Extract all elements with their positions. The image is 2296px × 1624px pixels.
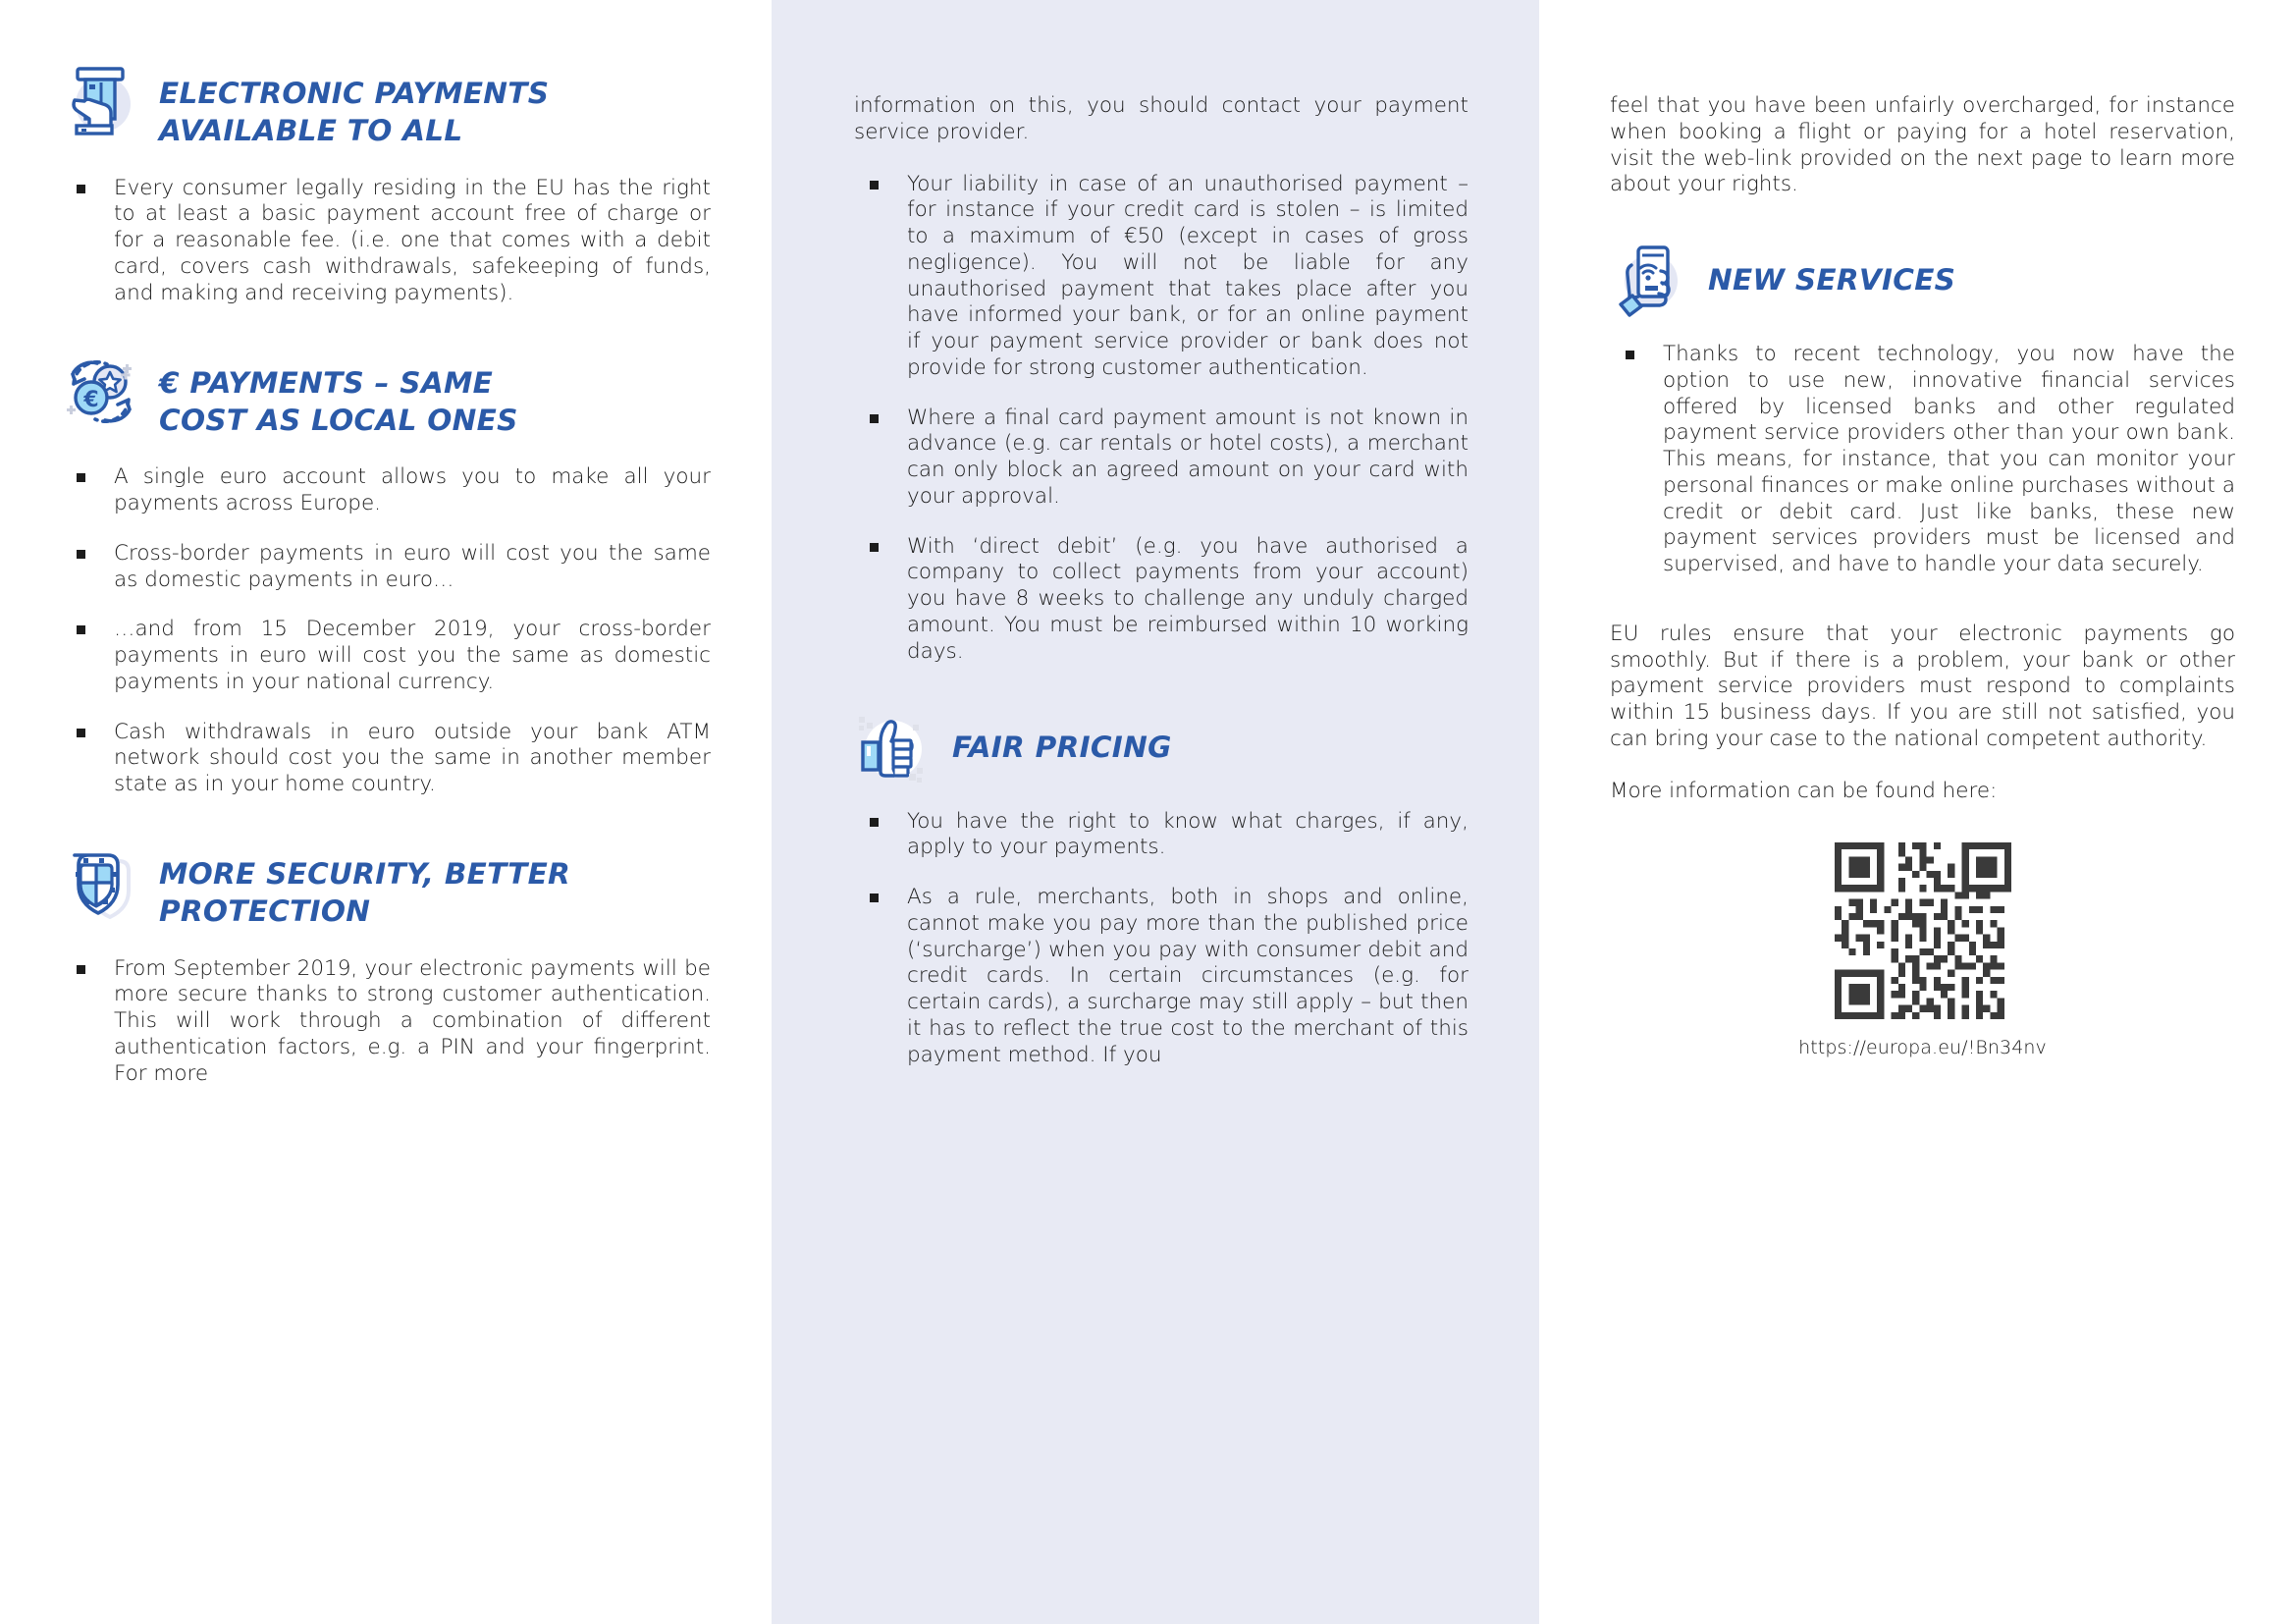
list-item: Thanks to recent technology, you now have the option to use new, innovative financial services offered by licensed banks and other regulated payment service providers other than your own bank. This means, for instance, that you can monitor your personal finances or make online purchases without a credit or debit card. Just like banks, these new payment services providers must be licensed and supervised, and have to handle your data securely.: [1610, 342, 2235, 578]
section-title: € PAYMENTS – SAME COST AS LOCAL ONES: [159, 365, 518, 437]
spacer: [854, 666, 1468, 709]
bullet-list-more-security: [61, 956, 711, 1088]
list-item: A single euro account allows you to make all your payments across Europe.: [61, 464, 711, 517]
section-more-security: [61, 841, 711, 931]
middle-column: [772, 0, 1539, 1624]
spacer: [1610, 224, 2235, 242]
section-fair-pricing: [854, 709, 1468, 789]
continuation-paragraph: feel that you have been unfairly overcharged, for instance when booking a flight or paying for a hotel reservation, visit the web-link provided on the next page to learn more about your rights.: [1610, 93, 2235, 197]
bullet-list-liability: [854, 172, 1468, 666]
section-title: MORE SECURITY, BETTER PROTECTION: [159, 856, 571, 929]
list-item: Your liability in case of an unauthorised payment – for instance if your credit card is stolen – is limited to a maximum of €50 (except in cases of gross negligence). You will not be liable for any unauthorised payment that takes place after you have informed your bank, or for an online payment if your payment service provider or bank does not provide for strong customer authentication.: [854, 172, 1468, 382]
section-title: NEW SERVICES: [1708, 263, 1956, 298]
svg-text:€: €: [83, 387, 99, 412]
list-item: Cash withdrawals in euro outside your bank ATM network should cost you the same in another member state as in your home country.: [61, 720, 711, 798]
section-title: ELECTRONIC PAYMENTS AVAILABLE TO ALL: [159, 77, 550, 148]
euro-coins-exchange-icon: [61, 351, 141, 431]
list-item: Where a final card payment amount is not known in advance (e.g. car rentals or hotel costs), a merchant can only block an agreed amount on your card with your approval.: [854, 406, 1468, 511]
list-item: With ‘direct debit’ (e.g. you have authorised a company to collect payments from your account) you have 8 weeks to challenge any unduly charged amount. You must be reimbursed within 10 working days.: [854, 534, 1468, 666]
bullet-list-euro-payments: [61, 464, 711, 798]
section-new-services: [1610, 242, 2235, 322]
section-title: FAIR PRICING: [952, 730, 1172, 764]
section-electronic-payments: [61, 61, 711, 150]
qr-block: [1610, 842, 2235, 1058]
mobile-contactless-hand-icon: [1610, 242, 1690, 322]
list-item: Every consumer legally residing in the EU has the right to at least a basic payment account free of charge or for a reasonable fee. (i.e. one that comes with a debit card, covers cash withdrawals, safekeeping of funds, and making and receiving payments).: [61, 176, 711, 307]
right-column: [1539, 0, 2296, 1624]
bullet-list-fair-pricing: [854, 809, 1468, 1069]
bullet-list-electronic-payments: [61, 176, 711, 307]
spacer: [61, 307, 711, 351]
shield-protection-icon: [61, 841, 141, 922]
qr-url-label: https://europa.eu/!Bn34nv: [1798, 1036, 2047, 1058]
closing-paragraph: EU rules ensure that your electronic payments go smoothly. But if there is a problem, your bank or other payment service providers must respond to complaints within 15 business days. If you are still not satisfied, you can bring your case to the national competent authority.: [1610, 621, 2235, 752]
list-item: …and from 15 December 2019, your cross-border payments in euro will cost you the same as domestic payments in your national currency.: [61, 617, 711, 695]
more-information-label: More information can be found here:: [1610, 778, 1998, 803]
list-item: From September 2019, your electronic payments will be more secure thanks to strong customer authentication. This will work through a combination of different authentication factors, e.g. a PIN and your fingerprint. For more: [61, 956, 711, 1088]
atm-card-hand-icon: [61, 61, 141, 141]
continuation-paragraph: information on this, you should contact your payment service provider.: [854, 93, 1468, 144]
spacer: [1610, 578, 2235, 622]
list-item: As a rule, merchants, both in shops and online, cannot make you pay more than the published price (‘surcharge’) when you pay with consumer debit and credit cards. In certain circumstances (e.g. for certain cards), a surcharge may still apply – but then it has to reflect the true cost to the merchant of this payment method. If you: [854, 885, 1468, 1068]
list-item: Cross-border payments in euro will cost you the same as domestic payments in euro…: [61, 541, 711, 594]
section-euro-payments: [61, 351, 711, 440]
qr-code[interactable]: [1835, 842, 2011, 1019]
spacer: [61, 798, 711, 841]
bullet-list-new-services: [1610, 342, 2235, 578]
list-item: You have the right to know what charges, if any, apply to your payments.: [854, 809, 1468, 862]
left-column: [0, 0, 772, 1624]
thumbs-up-icon: [854, 709, 934, 789]
